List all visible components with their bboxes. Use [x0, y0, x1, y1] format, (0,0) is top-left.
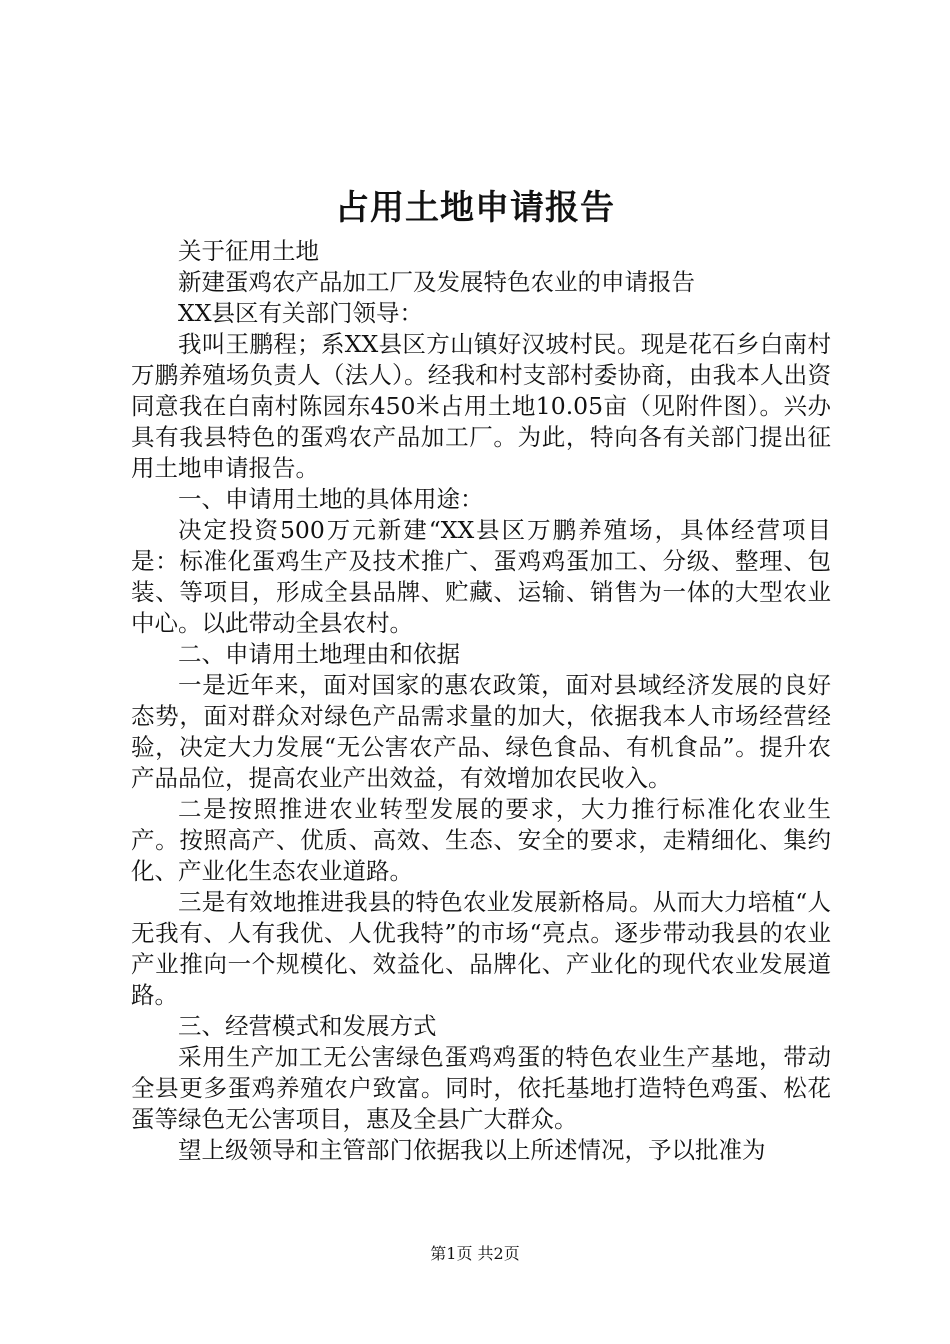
paragraph-request: 望上级领导和主管部门依据我以上所述情况，予以批准为	[178, 1136, 766, 1164]
paragraph-salutation: XX县区有关部门领导：	[178, 299, 423, 327]
paragraph-reason-1: 一是近年来，面对国家的惠农政策，面对县域经济发展的良好态势，面对群众对绿色产品需求量的加大，依据我本人市场经营经验，决定大力发展“无公害农产品、绿色食品、有机食品”。提升农产品品位，提高农业产出效益，有效增加农民收入。	[131, 671, 831, 792]
paragraph-purpose: 决定投资500万元新建“XX县区万鹏养殖场，具体经营项目是：标准化蛋鸡生产及技术推广、蛋鸡鸡蛋加工、分级、整理、包装、等项目，形成全县品牌、贮藏、运输、销售为一体的大型农业中心。以此带动全县农村。	[131, 516, 831, 637]
paragraph-reason-3: 三是有效地推进我县的特色农业发展新格局。从而大力培植“人无我有、人有我优、人优我特”的市场“亮点。逐步带动我县的农业产业推向一个规模化、效益化、品牌化、产业化的现代农业发展道路。	[131, 888, 831, 1009]
page-number-footer: 第1页 共2页	[430, 1244, 520, 1263]
section-heading-reasons: 二、申请用土地理由和依据	[178, 640, 460, 668]
paragraph-reason-2: 二是按照推进农业转型发展的要求，大力推行标准化农业生产。按照高产、优质、高效、生态、安全的要求，走精细化、集约化、产业化生态农业道路。	[131, 795, 831, 885]
document-title: 占用土地申请报告	[335, 188, 615, 228]
paragraph-subject-line-1: 关于征用土地	[178, 237, 319, 265]
paragraph-business-model: 采用生产加工无公害绿色蛋鸡鸡蛋的特色农业生产基地，带动全县更多蛋鸡养殖农户致富。同时，依托基地打造特色鸡蛋、松花蛋等绿色无公害项目，惠及全县广大群众。	[131, 1043, 831, 1133]
section-heading-purpose: 一、申请用土地的具体用途：	[178, 485, 484, 513]
paragraph-introduction: 我叫王鹏程；系XX县区方山镇好汉坡村民。现是花石乡白南村万鹏养殖场负责人（法人）。经我和村支部村委协商，由我本人出资同意我在白南村陈园东450米占用土地10.05亩（见附件图）。兴办具有我县特色的蛋鸡农产品加工厂。为此，特向各有关部门提出征用土地申请报告。	[131, 330, 831, 482]
paragraph-subject-line-2: 新建蛋鸡农产品加工厂及发展特色农业的申请报告	[178, 268, 695, 296]
section-heading-business-model: 三、经营模式和发展方式	[178, 1012, 437, 1040]
document-body	[131, 236, 831, 1166]
